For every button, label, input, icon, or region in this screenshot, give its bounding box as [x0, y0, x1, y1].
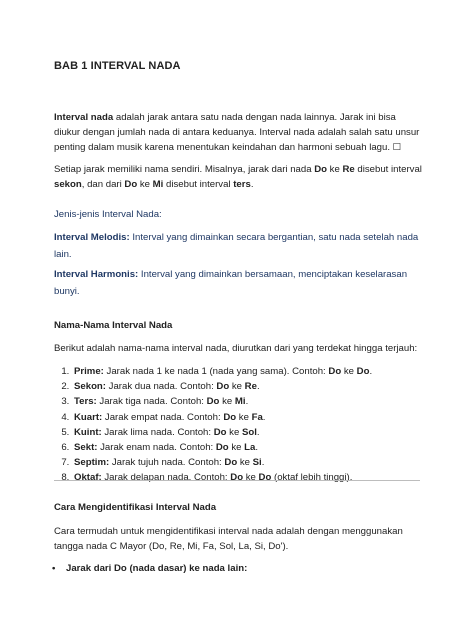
section-intro: Berikut adalah nama-nama interval nada, diurutkan dari yang terdekat hingga terjauh: [54, 343, 418, 354]
intro-term: Interval nada [54, 112, 114, 123]
item-desc: Jarak empat nada. Contoh: [102, 411, 224, 423]
item-name: Kuart: [74, 411, 103, 423]
text-run: disebut interval [163, 179, 234, 190]
bullet-list [54, 561, 424, 576]
note-do: Do [124, 179, 138, 190]
section-heading-identify: Cara Mengidentifikasi Interval Nada [54, 502, 217, 513]
types-heading: Jenis-jenis Interval Nada: [54, 209, 162, 220]
item-b: Si [252, 457, 262, 469]
item-end: . [262, 411, 266, 423]
item-k: ke [341, 366, 357, 377]
interval-ters: ters [233, 179, 251, 190]
ordered-list [54, 364, 424, 486]
item-b: Fa [251, 411, 263, 423]
harmonis-term: Interval Harmonis: [54, 269, 139, 280]
item-b: Sol [241, 426, 257, 438]
list-item [72, 410, 424, 425]
list-item [72, 470, 424, 485]
intro-text: adalah jarak antara satu nada dengan nada lainnya. Jarak ini bisa diukur dengan jumlah nada di antara keduanya. Interval nada adalah salah satu unsur penting dalam musik karena menentukan keindahan dan harmoni sebuah lagu. [54, 112, 420, 153]
item-a: Do [213, 426, 227, 438]
item-a: Do [223, 411, 237, 423]
interval-names-paragraph [54, 162, 424, 192]
item-k: ke [226, 426, 242, 438]
item-desc: Jarak nada 1 ke nada 1 (nada yang sama). Contoh: [103, 366, 329, 377]
intro-paragraph [54, 110, 424, 155]
list-item [72, 394, 424, 409]
melodis-paragraph [54, 229, 424, 263]
item-desc: Jarak delapan nada. Contoh: [101, 472, 231, 484]
item-k: ke [243, 472, 259, 484]
text-run: ke [327, 164, 343, 175]
missing-glyph-icon: ☐ [392, 142, 402, 153]
item-name: Sekt: [74, 442, 98, 454]
section-heading-interval-names: Nama-Nama Interval Nada [54, 320, 173, 331]
melodis-text: Interval yang dimainkan secara bergantian, satu nada setelah nada lain. [54, 232, 419, 260]
list-item [72, 379, 424, 394]
item-desc: Jarak tujuh nada. Contoh: [109, 457, 225, 469]
item-b: Mi [234, 396, 246, 408]
item-a: Do [230, 472, 244, 484]
item-name: Kuint: [74, 426, 102, 438]
item-end: . [369, 366, 373, 377]
text-run: . [250, 179, 254, 190]
harmonis-text: Interval yang dimainkan bersamaan, menciptakan keselarasan bunyi. [54, 269, 408, 297]
list-item [72, 425, 424, 440]
horizontal-divider [54, 480, 420, 481]
note-re: Re [342, 164, 355, 175]
item-b: Re [244, 381, 257, 393]
item-k: ke [228, 442, 245, 454]
item-end: . [245, 396, 249, 408]
item-desc: Jarak dua nada. Contoh: [106, 381, 217, 393]
item-a: Do [206, 396, 220, 408]
item-desc: Jarak enam nada. Contoh: [97, 442, 216, 454]
item-k: ke [236, 411, 252, 423]
item-name: Ters: [74, 396, 97, 408]
list-item [72, 455, 424, 470]
text-run: disebut interval [354, 164, 422, 175]
harmonis-paragraph [54, 266, 424, 300]
melodis-term: Interval Melodis: [54, 232, 130, 243]
item-k: ke [237, 457, 253, 469]
item-end: . [256, 426, 260, 438]
item-a: Do [215, 442, 229, 454]
item-end: . [255, 442, 259, 454]
item-desc: Jarak lima nada. Contoh: [101, 426, 214, 438]
chapter-title: BAB 1 INTERVAL NADA [54, 60, 181, 72]
item-b: La [244, 442, 256, 454]
text-run: Setiap jarak memiliki nama sendiri. Misalnya, jarak dari nada [54, 164, 315, 175]
item-b: Do [258, 472, 272, 484]
item-a: Do [328, 366, 342, 377]
list-item [66, 561, 424, 576]
item-end: (oktaf lebih tinggi). [271, 472, 353, 484]
item-name: Oktaf: [74, 472, 102, 484]
text-run: ke [137, 179, 153, 190]
identify-intro: Cara termudah untuk mengidentifikasi interval nada adalah dengan menggunakan tangga nada C Mayor (Do, Re, Mi, Fa, Sol, La, Si, Do'). [54, 526, 403, 552]
note-do: Do [314, 164, 328, 175]
item-end: . [256, 381, 260, 393]
item-k: ke [219, 396, 235, 408]
item-a: Do [224, 457, 238, 469]
item-k: ke [229, 381, 245, 393]
text-run: , dan dari [81, 179, 125, 190]
item-end: . [261, 457, 265, 469]
item-name: Septim: [74, 457, 110, 469]
interval-sekon: sekon [54, 179, 82, 190]
bullet-text: Jarak dari Do (nada dasar) ke nada lain: [66, 563, 248, 574]
note-mi: Mi [152, 179, 164, 190]
item-name: Prime: [74, 366, 104, 377]
item-b: Do [356, 366, 370, 377]
item-a: Do [216, 381, 230, 393]
item-desc: Jarak tiga nada. Contoh: [96, 396, 207, 408]
list-item [72, 440, 424, 455]
list-item [72, 364, 424, 379]
item-name: Sekon: [74, 381, 106, 393]
interval-list [54, 364, 424, 486]
